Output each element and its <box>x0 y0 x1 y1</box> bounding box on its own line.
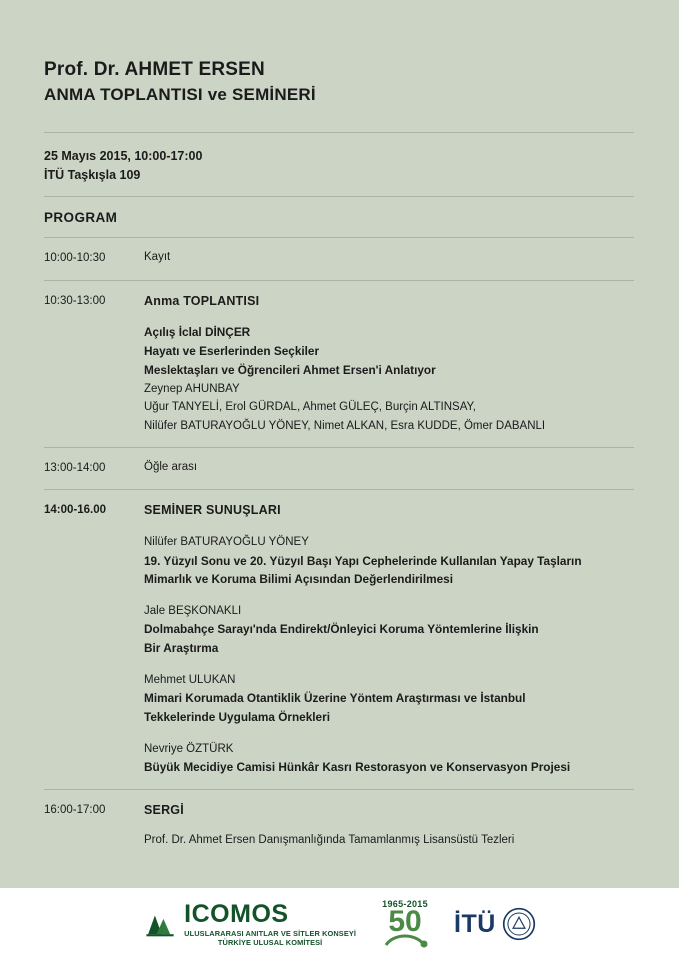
icomos-name: ICOMOS <box>184 899 289 928</box>
talk-title-line-1: 19. Yüzyıl Sonu ve 20. Yüzyıl Başı Yapı Cephelerinde Kullanılan Yapay Taşların <box>144 553 582 568</box>
talk-speaker: Mehmet ULUKAN <box>144 674 236 687</box>
event-meta <box>44 133 634 197</box>
program-heading: PROGRAM <box>44 210 118 226</box>
row-time: 13:00-14:00 <box>44 462 106 475</box>
row-title: Anma TOPLANTISI <box>144 293 260 308</box>
poster-content <box>44 58 634 862</box>
itu-seal-icon <box>502 907 536 941</box>
icomos-subtitle-2: TÜRKİYE ULUSAL KOMİTESİ <box>217 938 323 947</box>
row-time: 16:00-17:00 <box>44 803 106 816</box>
talk-speaker: Nilüfer BATURAYOĞLU YÖNEY <box>144 536 309 549</box>
talk-item <box>144 602 634 657</box>
anma-lead-3: Meslektaşları ve Öğrencileri Ahmet Ersen'i Anlatıyor <box>144 363 436 378</box>
talk-item <box>144 740 634 777</box>
itu-name: İTÜ <box>454 909 496 938</box>
talk-title-line-2: Mimarlık ve Koruma Bilimi Açısından Değerlendirilmesi <box>144 571 454 586</box>
footer-logos <box>0 888 679 960</box>
anniversary-number: 50 <box>388 905 422 938</box>
event-venue: İTÜ Taşkışla 109 <box>44 167 141 182</box>
event-datetime: 25 Mayıs 2015, 10:00-17:00 <box>44 148 203 163</box>
icomos-subtitle-1: ULUSLARARASI ANITLAR VE SİTLER KONSEYİ <box>184 928 357 938</box>
program-row-exhibition <box>44 790 634 863</box>
talk-speaker: Jale BEŞKONAKLI <box>144 605 242 618</box>
program-row-registration <box>44 238 634 279</box>
anma-opening: Açılış İclal DİNÇER <box>144 325 251 340</box>
anma-name-1: Zeynep AHUNBAY <box>144 382 240 395</box>
row-time: 10:00-10:30 <box>44 252 106 265</box>
talk-item <box>144 671 634 726</box>
icomos-logo <box>143 899 357 947</box>
anma-lead-2: Hayatı ve Eserlerinden Seçkiler <box>144 344 320 359</box>
row-body <box>144 459 634 477</box>
row-title: SEMİNER SUNUŞLARI <box>144 503 281 518</box>
exhibition-detail: Prof. Dr. Ahmet Ersen Danışmanlığında Tamamlanmış Lisansüstü Tezleri <box>144 834 515 847</box>
footer-inner <box>143 899 536 949</box>
anma-name-2: Uğur TANYELİ, Erol GÜRDAL, Ahmet GÜLEÇ, Burçin ALTINSAY, <box>144 401 476 414</box>
talk-title-line-2: Tekkelerinde Uygulama Örnekleri <box>144 709 330 724</box>
icomos-text-block <box>184 899 357 947</box>
talk-title-line-1: Dolmabahçe Sarayı'nda Endirekt/Önleyici Koruma Yöntemlerine İlişkin <box>144 622 539 637</box>
row-time: 10:30-13:00 <box>44 294 106 307</box>
talk-title-line-1: Mimari Korumada Otantiklik Üzerine Yöntem Araştırması ve İstanbul <box>144 691 526 706</box>
talk-title-line-2: Bir Araştırma <box>144 640 219 655</box>
anniversary-logo <box>382 899 428 949</box>
poster-title-block <box>44 58 634 106</box>
program-row-lunch <box>44 448 634 489</box>
page-title: Prof. Dr. AHMET ERSEN <box>44 59 265 80</box>
row-label: Öğle arası <box>144 461 198 474</box>
icomos-emblem-icon <box>143 907 177 941</box>
row-time: 14:00-16.00 <box>44 504 107 517</box>
program-row-seminars <box>44 490 634 788</box>
row-body <box>144 801 634 851</box>
talk-speaker: Nevriye ÖZTÜRK <box>144 743 234 755</box>
row-body <box>144 501 634 776</box>
page-subtitle: ANMA TOPLANTISI ve SEMİNERİ <box>44 84 316 104</box>
anniversary-years: 1965-2015 <box>382 899 428 909</box>
anniversary-swirl-icon <box>382 931 428 949</box>
program-row-anma <box>44 281 634 448</box>
talk-title-line-1: Büyük Mecidiye Camisi Hünkâr Kasrı Restorasyon ve Konservasyon Projesi <box>144 760 571 775</box>
row-title: SERGİ <box>144 802 184 817</box>
anma-name-3: Nilüfer BATURAYOĞLU YÖNEY, Nimet ALKAN, Esra KUDDE, Ömer DABANLI <box>144 419 546 432</box>
row-body <box>144 292 634 436</box>
row-body <box>144 249 634 267</box>
row-label: Kayıt <box>144 251 171 264</box>
talk-item <box>144 533 634 588</box>
itu-logo <box>454 907 536 941</box>
